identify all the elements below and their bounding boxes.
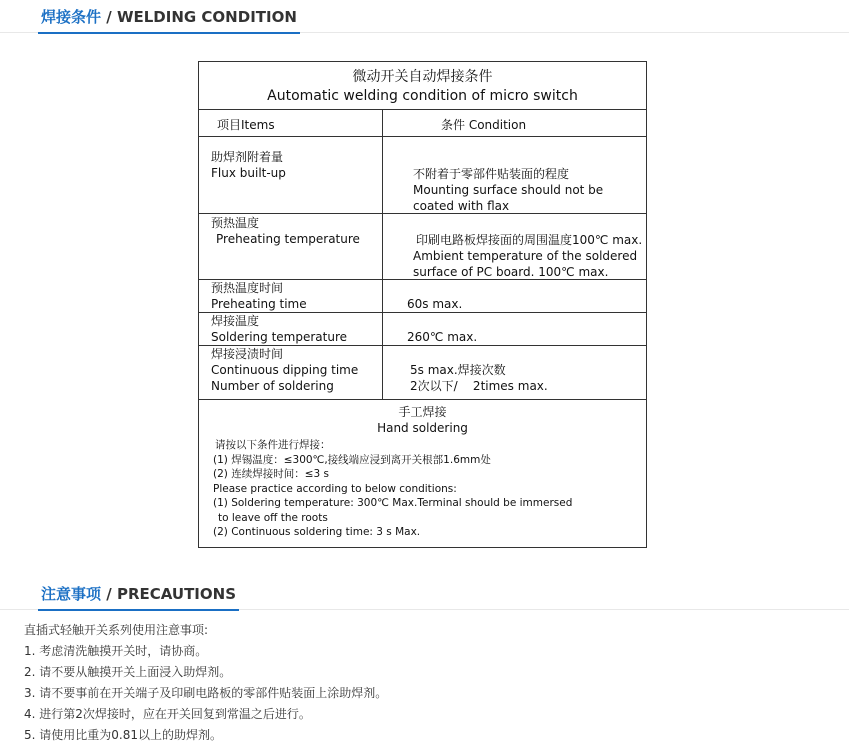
hand-soldering-title-en: Hand soldering xyxy=(377,421,468,435)
row-flux-cond-1: 不附着于零部件贴装面的程度 xyxy=(413,167,570,181)
hand-line-1: 请按以下条件进行焊接： xyxy=(215,439,331,451)
header-condition: 条件 Condition xyxy=(441,118,527,132)
row-preheat-item-en: Preheating temperature xyxy=(216,232,360,246)
column-divider xyxy=(382,110,383,399)
row-flux-item-cn: 助焊剂附着量 xyxy=(211,150,284,164)
welding-title-en: WELDING CONDITION xyxy=(116,8,297,26)
row-preheat-item-cn: 预热温度 xyxy=(211,216,260,230)
welding-spec-table xyxy=(198,61,647,548)
precautions-section-title xyxy=(38,583,239,611)
table-divider xyxy=(199,399,646,400)
row-preheat-time-item-en: Preheating time xyxy=(211,297,307,311)
precautions-intro: 直插式轻触开关系列使用注意事项: xyxy=(24,623,209,637)
spec-title-cn: 微动开关自动焊接条件 xyxy=(352,69,493,85)
precautions-list xyxy=(24,620,387,746)
row-preheat-time-item-cn: 预热温度时间 xyxy=(211,281,284,295)
title-separator: / xyxy=(101,585,117,603)
row-flux-cond-3: coated with flax xyxy=(413,199,510,213)
welding-section-header xyxy=(0,0,849,33)
hand-line-5: (1) Soldering temperature: 300℃ Max.Terminal should be immersed xyxy=(213,497,573,509)
hand-soldering-title-cn: 手工焊接 xyxy=(398,405,447,419)
row-solder-temp-item-en: Soldering temperature xyxy=(211,330,348,344)
row-flux-cond-2: Mounting surface should not be xyxy=(413,183,604,197)
title-separator: / xyxy=(101,8,117,26)
precaution-item: 5. 请使用比重为0.81以上的助焊剂。 xyxy=(24,728,222,742)
row-solder-temp-item-cn: 焊接温度 xyxy=(211,314,260,328)
table-divider xyxy=(199,312,646,313)
header-items: 项目Items xyxy=(217,118,275,132)
welding-title-cn: 焊接条件 xyxy=(41,8,102,26)
row-preheat-time-cond: 60s max. xyxy=(407,297,463,311)
precautions-title-en: PRECAUTIONS xyxy=(116,585,237,603)
precaution-item: 3. 请不要事前在开关端子及印刷电路板的零部件贴装面上涂助焊剂。 xyxy=(24,686,388,700)
row-preheat-cond-3: surface of PC board. 100℃ max. xyxy=(413,265,609,279)
table-divider xyxy=(199,136,646,137)
hand-line-4: Please practice according to below conditions: xyxy=(213,483,457,495)
hand-line-7: (2) Continuous soldering time: 3 s Max. xyxy=(213,526,421,538)
row-solder-temp-cond: 260℃ max. xyxy=(407,330,478,344)
precautions-title-cn: 注意事项 xyxy=(41,585,102,603)
table-divider xyxy=(199,109,646,110)
row-dipping-item-en2: Number of soldering xyxy=(211,379,334,393)
welding-section-title xyxy=(38,6,300,34)
precaution-item: 1. 考虑清洗触摸开关时，请协商。 xyxy=(24,644,208,658)
hand-line-3: (2) 连续焊接时间：≤3 s xyxy=(213,468,329,480)
hand-line-2: (1) 焊锡温度：≤300℃,接线端应浸到离开关根部1.6mm处 xyxy=(213,454,491,466)
precaution-item: 4. 进行第2次焊接时，应在开关回复到常温之后进行。 xyxy=(24,707,311,721)
row-preheat-cond-2: Ambient temperature of the soldered xyxy=(413,249,638,263)
hand-line-6: to leave off the roots xyxy=(218,512,328,524)
precautions-section-header xyxy=(0,577,849,610)
row-dipping-cond-1: 5s max.焊接次数 xyxy=(410,363,506,377)
row-flux-item-en: Flux built-up xyxy=(211,166,286,180)
row-dipping-item-en: Continuous dipping time xyxy=(211,363,359,377)
row-dipping-item-cn: 焊接浸渍时间 xyxy=(211,347,284,361)
row-preheat-cond-1: 印刷电路板焊接面的周围温度100℃ max. xyxy=(416,233,643,247)
precaution-item: 2. 请不要从触摸开关上面浸入助焊剂。 xyxy=(24,665,232,679)
row-dipping-cond-2: 2次以下/ 2times max. xyxy=(410,379,548,393)
spec-title-en: Automatic welding condition of micro switch xyxy=(267,88,578,104)
